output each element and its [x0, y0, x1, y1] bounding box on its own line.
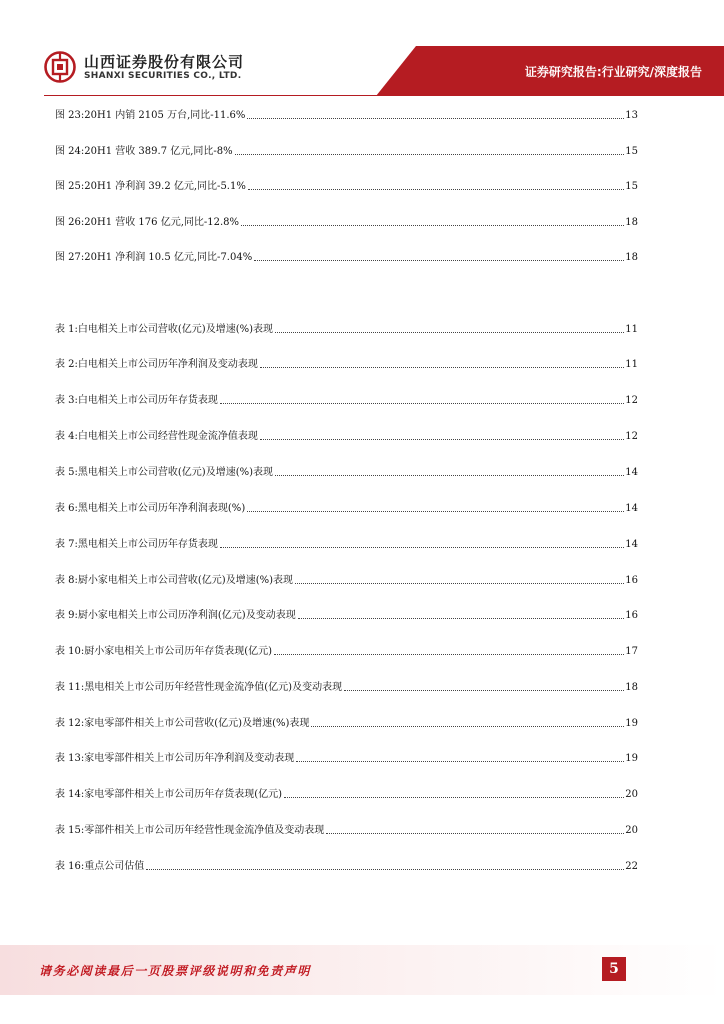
toc-entry-page: 20 — [625, 789, 638, 800]
toc-entry-table-2[interactable] — [55, 353, 638, 371]
toc-leader-dots — [295, 582, 624, 584]
toc-leader-dots — [260, 366, 624, 368]
toc-entry-figure-26[interactable] — [55, 211, 638, 229]
toc-leader-dots — [247, 510, 624, 512]
toc-entry-label: 图 24:20H1 营收 389.7 亿元,同比-8% — [55, 146, 233, 157]
toc-leader-dots — [326, 832, 624, 834]
toc-entry-label: 图 23:20H1 内销 2105 万台,同比-11.6% — [55, 110, 246, 121]
toc-entry-figure-24[interactable] — [55, 140, 638, 158]
toc-entry-label: 表 16:重点公司估值 — [55, 861, 145, 872]
toc-entry-page: 14 — [625, 467, 638, 478]
toc-entry-table-8[interactable] — [55, 569, 638, 587]
toc-entry-label: 表 2:白电相关上市公司历年净利润及变动表现 — [55, 359, 258, 370]
company-name-en: SHANXI SECURITIES CO., LTD. — [84, 71, 242, 81]
toc-leader-dots — [254, 259, 624, 261]
toc-leader-dots — [274, 653, 624, 655]
toc-entry-label: 表 4:白电相关上市公司经营性现金流净值表现 — [55, 431, 258, 442]
toc-entry-label: 表 12:家电零部件相关上市公司营收(亿元)及增速(%)表现 — [55, 718, 310, 729]
toc-entry-table-3[interactable] — [55, 389, 638, 407]
toc-entry-page: 14 — [625, 503, 638, 514]
toc-leader-dots — [344, 689, 624, 691]
footer-disclaimer: 请务必阅读最后一页股票评级说明和免责声明 — [39, 964, 312, 978]
toc-entry-table-9[interactable] — [55, 604, 638, 622]
toc-entry-page: 22 — [625, 861, 638, 872]
toc-entry-page: 15 — [625, 146, 638, 157]
company-name-cn: 山西证券股份有限公司 — [84, 53, 245, 71]
header-divider — [44, 95, 684, 96]
toc-entry-table-16[interactable] — [55, 855, 638, 873]
toc-entry-table-5[interactable] — [55, 461, 638, 479]
toc-leader-dots — [275, 331, 624, 333]
toc-entry-table-14[interactable] — [55, 783, 638, 801]
toc-entry-page: 19 — [625, 753, 638, 764]
page-number: 5 — [602, 957, 626, 981]
toc-entry-table-12[interactable] — [55, 712, 638, 730]
toc-entry-label: 图 26:20H1 营收 176 亿元,同比-12.8% — [55, 217, 240, 228]
toc-entry-table-10[interactable] — [55, 640, 638, 658]
toc-entry-page: 18 — [625, 217, 638, 228]
toc-entry-label: 表 7:黑电相关上市公司历年存货表现 — [55, 539, 218, 550]
toc-entry-page: 11 — [625, 359, 638, 370]
toc-leader-dots — [235, 153, 625, 155]
toc-entry-page: 12 — [625, 431, 638, 442]
toc-entry-label: 表 13:家电零部件相关上市公司历年净利润及变动表现 — [55, 753, 295, 764]
toc-entry-table-7[interactable] — [55, 533, 638, 551]
report-type-label: 证券研究报告:行业研究/深度报告 — [524, 65, 702, 79]
toc-leader-dots — [284, 796, 624, 798]
toc-entry-page: 18 — [625, 682, 638, 693]
toc-entry-page: 17 — [625, 646, 638, 657]
toc-entry-table-6[interactable] — [55, 497, 638, 515]
toc-entry-table-4[interactable] — [55, 425, 638, 443]
toc-leader-dots — [298, 617, 625, 619]
toc-leader-dots — [220, 546, 624, 548]
toc-entry-label: 图 25:20H1 净利润 39.2 亿元,同比-5.1% — [55, 181, 246, 192]
toc-entry-label: 表 9:厨小家电相关上市公司历净利润(亿元)及变动表现 — [55, 610, 296, 621]
toc-entry-page: 20 — [625, 825, 638, 836]
toc-leader-dots — [260, 438, 624, 440]
shanxi-securities-logo-icon — [44, 51, 76, 83]
toc-entry-page: 11 — [625, 324, 638, 335]
toc-entry-page: 15 — [625, 181, 638, 192]
toc-entry-page: 13 — [625, 110, 638, 121]
toc-entry-table-13[interactable] — [55, 747, 638, 765]
toc-leader-dots — [220, 402, 624, 404]
toc-leader-dots — [146, 868, 624, 870]
toc-entry-figure-25[interactable] — [55, 175, 638, 193]
toc-entry-table-11[interactable] — [55, 676, 638, 694]
toc-entry-label: 表 1:白电相关上市公司营收(亿元)及增速(%)表现 — [55, 324, 274, 335]
page-footer — [0, 945, 724, 995]
page-header — [0, 0, 724, 96]
toc-entry-label: 表 6:黑电相关上市公司历年净利润表现(%) — [55, 503, 246, 514]
toc-leader-dots — [241, 224, 624, 226]
toc-entry-page: 19 — [625, 718, 638, 729]
toc-entry-page: 16 — [625, 575, 638, 586]
toc-entry-label: 表 3:白电相关上市公司历年存货表现 — [55, 395, 218, 406]
toc-entry-page: 18 — [625, 252, 638, 263]
toc-leader-dots — [248, 188, 624, 190]
toc-entry-label: 图 27:20H1 净利润 10.5 亿元,同比-7.04% — [55, 252, 253, 263]
toc-entry-label: 表 8:厨小家电相关上市公司营收(亿元)及增速(%)表现 — [55, 575, 294, 586]
toc-leader-dots — [311, 725, 624, 727]
toc-entry-page: 16 — [625, 610, 638, 621]
toc-entry-label: 表 11:黑电相关上市公司历年经营性现金流净值(亿元)及变动表现 — [55, 682, 343, 693]
toc-entry-page: 12 — [625, 395, 638, 406]
toc-entry-label: 表 5:黑电相关上市公司营收(亿元)及增速(%)表现 — [55, 467, 274, 478]
toc-entry-label: 表 14:家电零部件相关上市公司历年存货表现(亿元) — [55, 789, 283, 800]
toc-entry-label: 表 15:零部件相关上市公司历年经营性现金流净值及变动表现 — [55, 825, 325, 836]
report-type-banner — [376, 46, 724, 96]
toc-entry-figure-27[interactable] — [55, 246, 638, 264]
toc-entry-table-1[interactable] — [55, 318, 638, 336]
toc-leader-dots — [275, 474, 624, 476]
toc-leader-dots — [296, 760, 624, 762]
toc-entry-label: 表 10:厨小家电相关上市公司历年存货表现(亿元) — [55, 646, 273, 657]
toc-leader-dots — [247, 117, 624, 119]
toc-entry-page: 14 — [625, 539, 638, 550]
toc-entry-table-15[interactable] — [55, 819, 638, 837]
toc-entry-figure-23[interactable] — [55, 104, 638, 122]
